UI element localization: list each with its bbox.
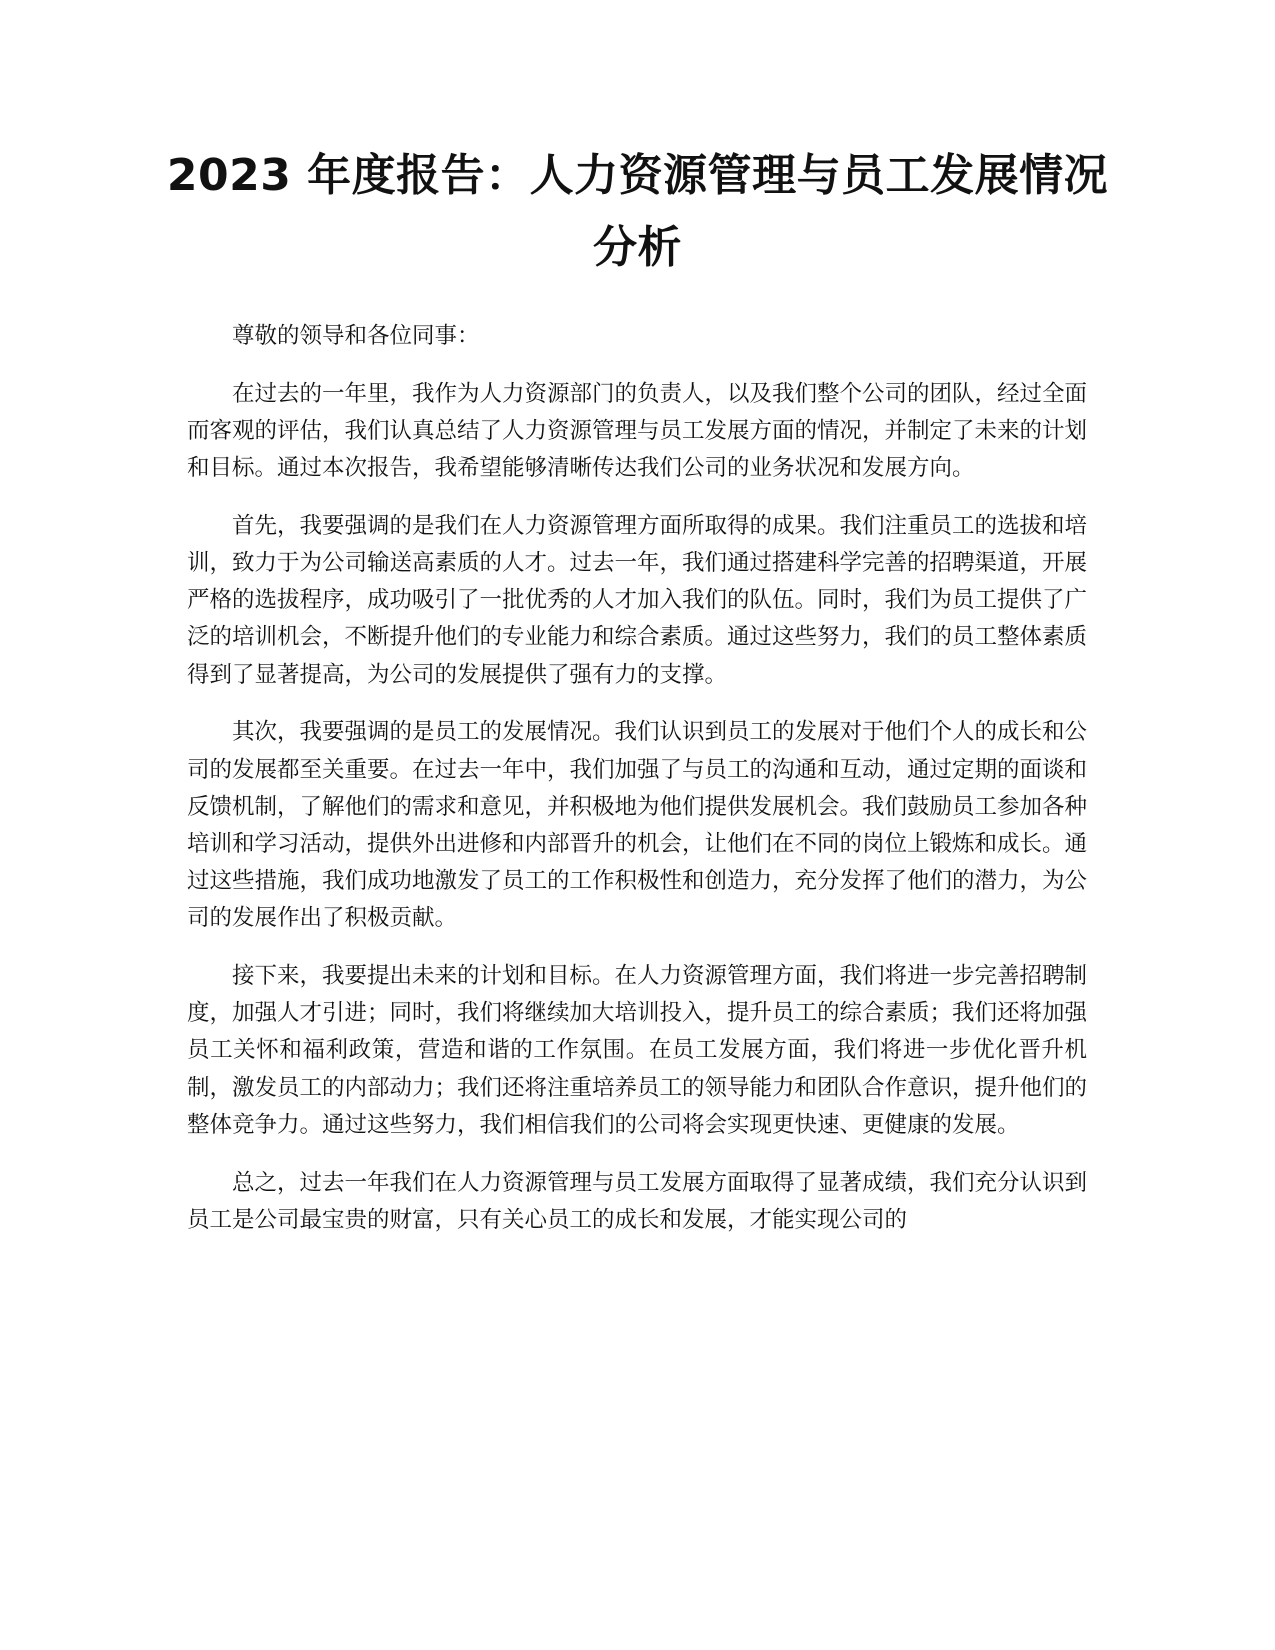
document-body [187, 318, 1087, 1259]
paragraph-conclusion: 总之，过去一年我们在人力资源管理与员工发展方面取得了显著成绩，我们充分认识到员工是公司最宝贵的财富，只有关心员工的成长和发展，才能实现公司的 [187, 1169, 1088, 1233]
greeting: 尊敬的领导和各位同事： [232, 323, 480, 349]
paragraph-future-plans: 接下来，我要提出未来的计划和目标。在人力资源管理方面，我们将进一步完善招聘制度，加强人才引进；同时，我们将继续加大培训投入，提升员工的综合素质；我们还将加强员工关怀和福利政策，营造和谐的工作氛围。在员工发展方面，我们将进一步优化晋升机制，激发员工的内部动力；我们还将注重培养员工的领导能力和团队合作意识，提升他们的整体竞争力。通过这些努力，我们相信我们的公司将会实现更快速、更健康的发展。 [187, 963, 1088, 1138]
paragraph-intro: 在过去的一年里，我作为人力资源部门的负责人，以及我们整个公司的团队，经过全面而客观的评估，我们认真总结了人力资源管理与员工发展方面的情况，并制定了未来的计划和目标。通过本次报告，我希望能够清晰传达我们公司的业务状况和发展方向。 [187, 380, 1088, 482]
paragraph-achievements: 首先，我要强调的是我们在人力资源管理方面所取得的成果。我们注重员工的选拔和培训，致力于为公司输送高素质的人才。过去一年，我们通过搭建科学完善的招聘渠道，开展严格的选拔程序，成功吸引了一批优秀的人才加入我们的队伍。同时，我们为员工提供了广泛的培训机会，不断提升他们的专业能力和综合素质。通过这些努力，我们的员工整体素质得到了显著提高，为公司的发展提供了强有力的支撑。 [187, 512, 1088, 688]
paragraph-employee-development: 其次，我要强调的是员工的发展情况。我们认识到员工的发展对于他们个人的成长和公司的发展都至关重要。在过去一年中，我们加强了与员工的沟通和互动，通过定期的面谈和反馈机制，了解他们的需求和意见，并积极地为他们提供发展机会。我们鼓励员工参加各种培训和学习活动，提供外出进修和内部晋升的机会，让他们在不同的岗位上锻炼和成长。通过这些措施，我们成功地激发了员工的工作积极性和创造力，充分发挥了他们的潜力，为公司的发展作出了积极贡献。 [187, 719, 1088, 932]
document-title: 2023 年度报告：人力资源管理与员工发展情况分析 [166, 150, 1109, 273]
